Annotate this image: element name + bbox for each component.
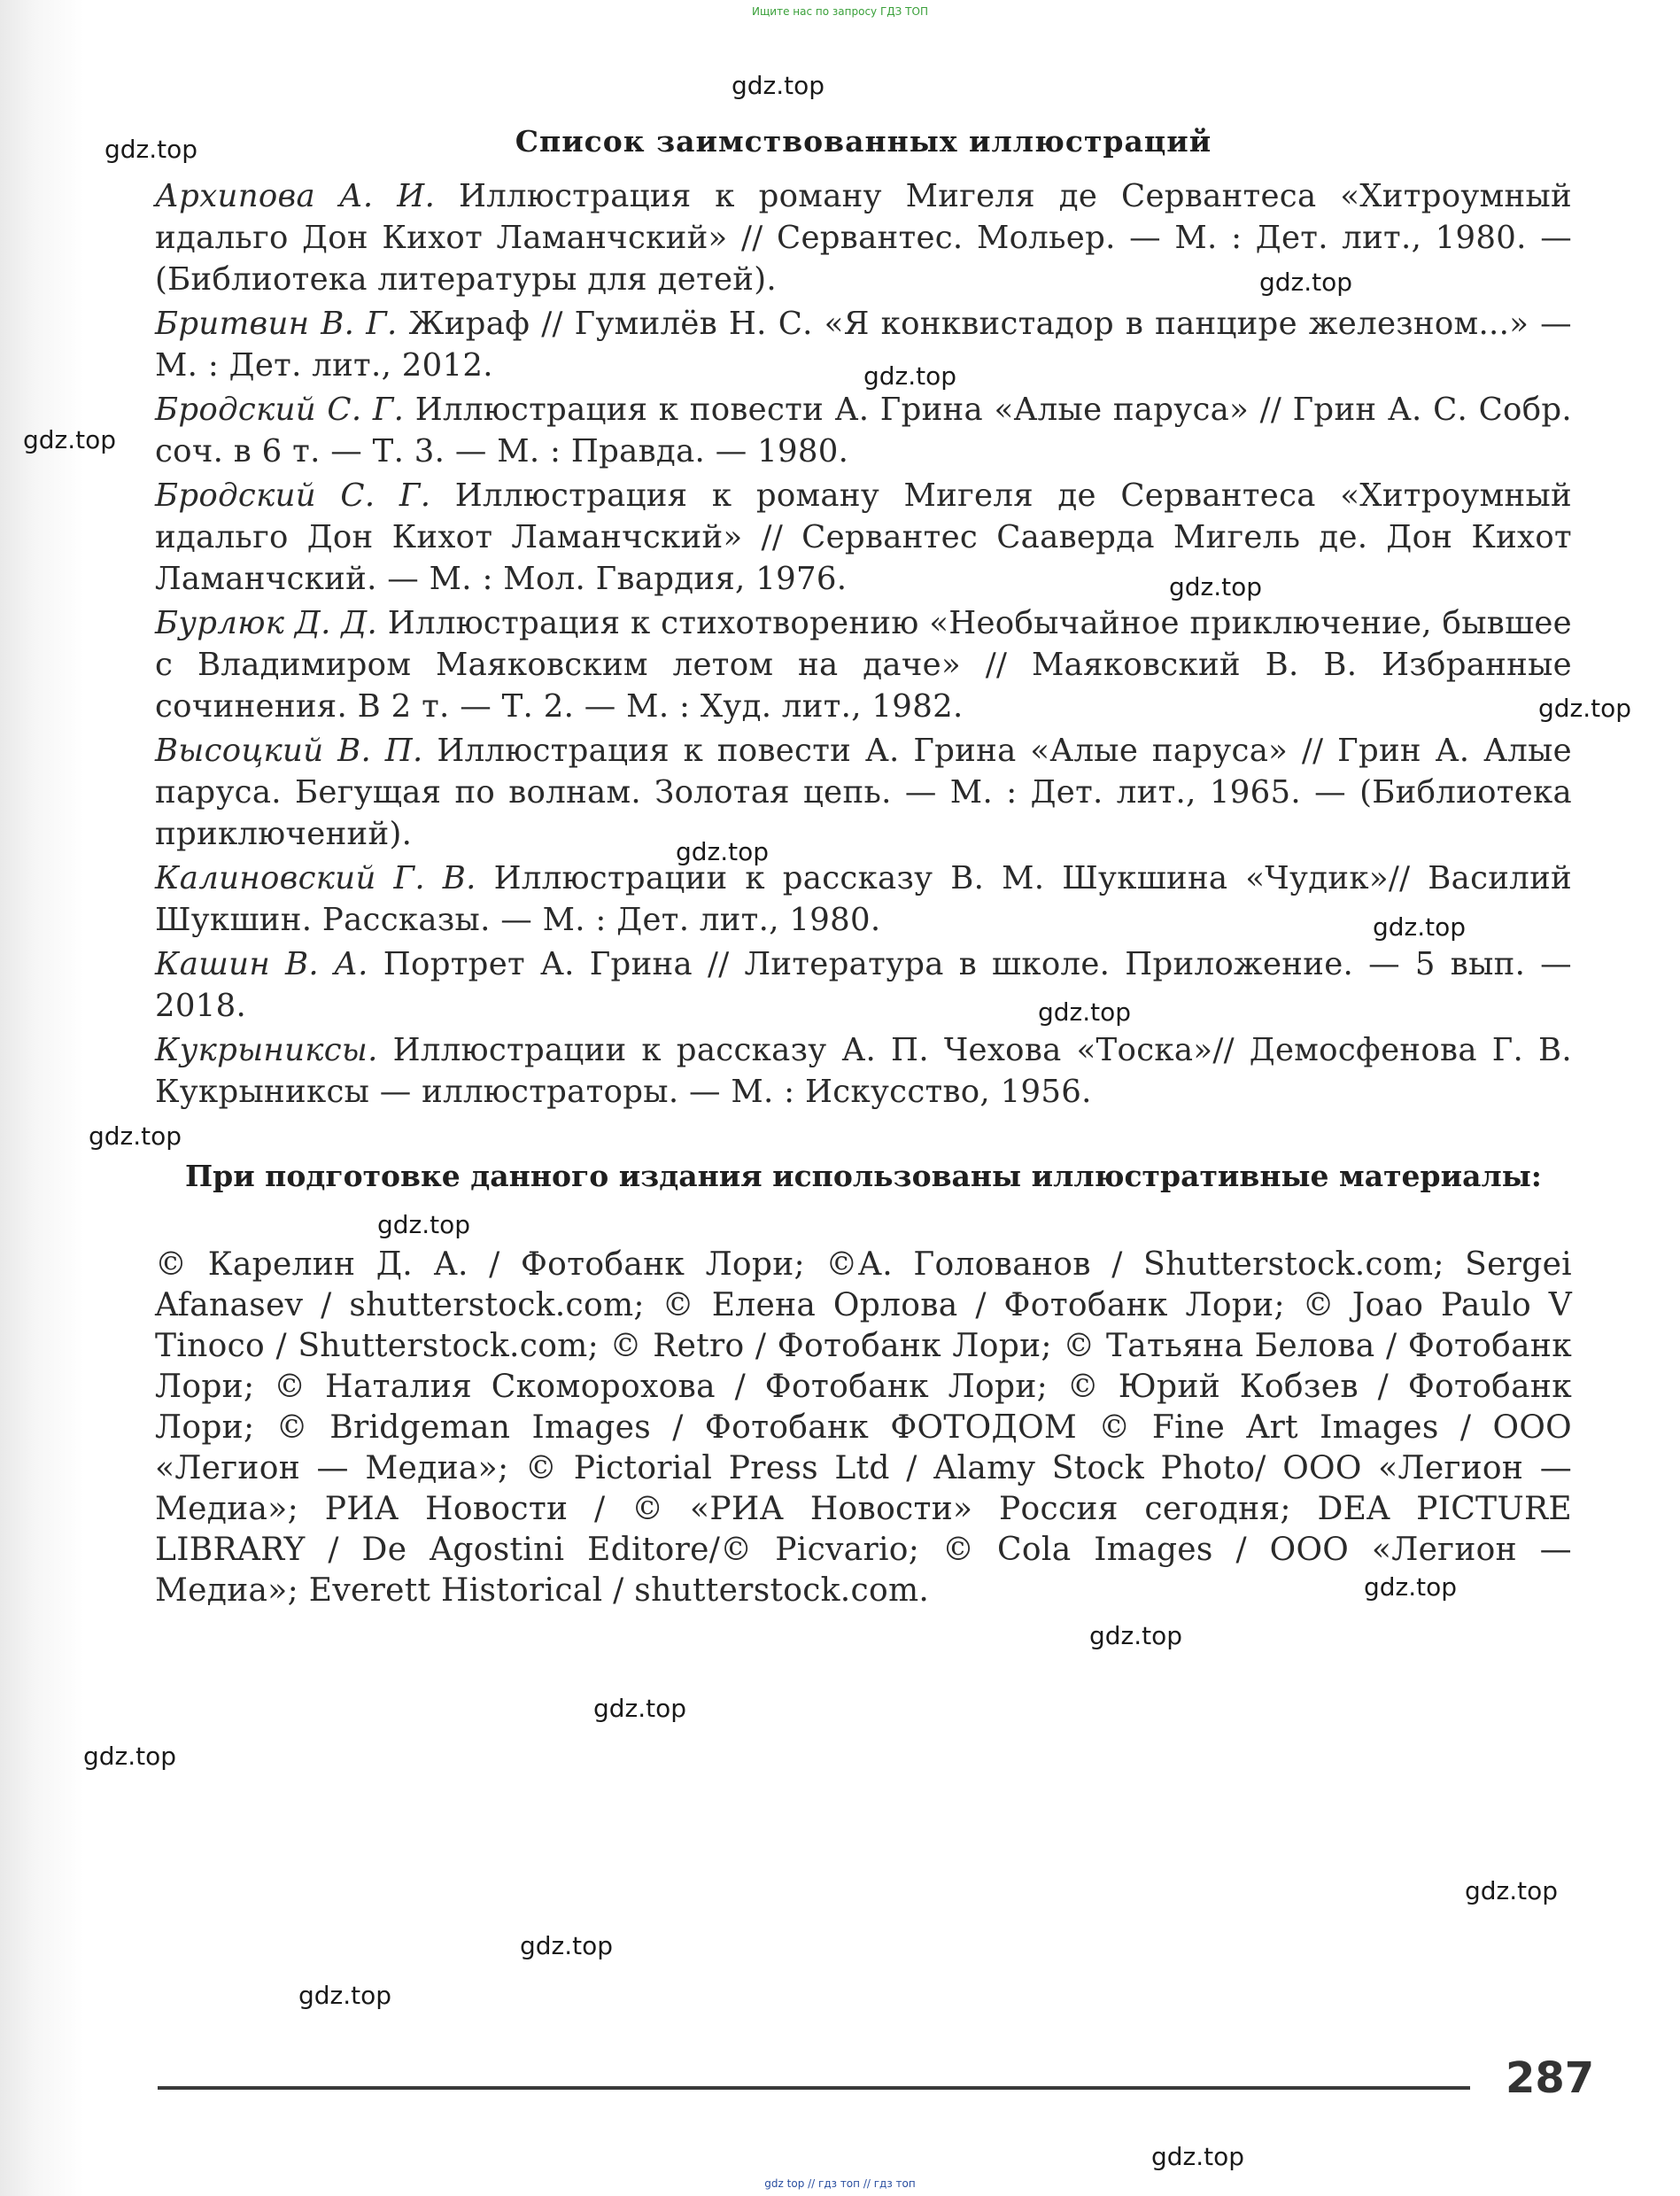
reference-author: Кашин В. А. [155, 946, 368, 982]
reference-list [155, 175, 1572, 1115]
watermark: gdz.top [105, 135, 198, 164]
page-number: 287 [1506, 2053, 1595, 2103]
reference-author: Бродский С. Г. [155, 392, 405, 428]
footer-rule [158, 2086, 1470, 2090]
reference-text: Жираф // Гумилёв Н. С. «Я конквистадор в панцире железном...» — М. : Дет. лит., 2012. [155, 306, 1572, 384]
reference-text: Иллюстрация к роману Мигеля де Сервантеса «Хитроумный идальго Дон Кихот Ламанчский» // Сервантес. Мольер. — М. : Дет. лит., 1980. — (Библиотека литературы для детей). [155, 178, 1572, 298]
watermark: gdz.top [1089, 1621, 1183, 1650]
watermark: gdz.top [1038, 997, 1132, 1027]
reference-author: Архипова А. И. [155, 178, 436, 214]
watermark: gdz.top [23, 425, 117, 454]
watermark: gdz.top [676, 837, 770, 866]
watermark: gdz.top [863, 361, 957, 391]
reference-item [155, 175, 1572, 300]
reference-author: Бурлюк Д. Д. [155, 605, 378, 641]
reference-item [155, 857, 1572, 941]
watermark: gdz.top [83, 1742, 177, 1771]
watermark: gdz.top [1169, 572, 1263, 601]
reference-item [155, 730, 1572, 855]
watermark: gdz.top [1364, 1572, 1458, 1602]
bottom-banner: gdz top // гдз топ // гдз топ [764, 2177, 916, 2190]
watermark: gdz.top [1465, 1876, 1559, 1905]
watermark: gdz.top [89, 1121, 182, 1151]
watermark: gdz.top [1538, 694, 1632, 723]
reference-text: Иллюстрации к рассказу В. М. Шукшина «Чудик»// Василий Шукшин. Рассказы. — М. : Дет. лит., 1980. [155, 860, 1573, 938]
reference-text: Иллюстрация к роману Мигеля де Сервантеса «Хитроумный идальго Дон Кихот Ламанчский» // Сервантес Сааверда Мигель де. Дон Кихот Ламанчский. — М. : Мол. Гвардия, 1976. [155, 477, 1573, 597]
top-banner: Ищите нас по запросу ГДЗ ТОП [752, 5, 928, 18]
reference-item [155, 389, 1572, 472]
reference-item [155, 1029, 1572, 1113]
reference-text: Иллюстрации к рассказу А. П. Чехова «Тоска»// Демосфенова Г. В. Кукрыниксы — иллюстраторы. — М. : Искусство, 1956. [155, 1032, 1572, 1110]
reference-text: Иллюстрация к повести А. Грина «Алые паруса» // Грин А. С. Собр. соч. в 6 т. — Т. 3. — М. : Правда. — 1980. [155, 392, 1573, 469]
watermark: gdz.top [298, 1981, 392, 2010]
reference-author: Бродский С. Г. [155, 477, 431, 514]
reference-text: Портрет А. Грина // Литература в школе. Приложение. — 5 вып. — 2018. [155, 946, 1572, 1024]
watermark: gdz.top [732, 71, 825, 100]
watermark: gdz.top [520, 1931, 614, 1960]
reference-author: Высоцкий В. П. [155, 733, 423, 769]
reference-text: Иллюстрация к повести А. Грина «Алые паруса» // Грин А. Алые паруса. Бегущая по волнам. Золотая цепь. — М. : Дет. лит., 1965. — (Библиотека приключений). [155, 733, 1572, 852]
credits-title: При подготовке данного издания использованы иллюстративные материалы: [184, 1159, 1542, 1193]
reference-author: Кукрыниксы. [155, 1032, 378, 1068]
reference-author: Бритвин В. Г. [155, 306, 398, 342]
watermark: gdz.top [1151, 2142, 1245, 2171]
reference-text: Иллюстрация к стихотворению «Необычайное приключение, бывшее с Владимиром Маяковским летом на даче» // Маяковский В. В. Избранные сочинения. В 2 т. — Т. 2. — М. : Худ. лит., 1982. [155, 605, 1572, 725]
watermark: gdz.top [593, 1694, 687, 1723]
watermark: gdz.top [1259, 268, 1353, 297]
reference-item [155, 602, 1572, 727]
credits-text: © Карелин Д. А. / Фотобанк Лори; ©А. Голованов / Shutterstock.com; Sergei Afanasev / shutterstock.com; © Елена Орлова / Фотобанк Лори; © Joao Paulo V Tinoco / Shutterstock.com; © Retro / Фотобанк Лори; © Татьяна Белова / Фотобанк Лори; © Наталия Скоморохова / Фотобанк Лори; © Юрий Кобзев / Фотобанк Лори; © Bridgeman Images / Фотобанк ФОТОДОМ © Fine Art Images / ООО «Легион — Медиа»; © Pictorial Press Ltd / Alamy Stock Photo/ ООО «Легион — Медиа»; РИА Новости / © «РИА Новости» Россия сегодня; DEA PICTURE LIBRARY / De Agostini Editore/© Picvario; © Cola Images / ООО «Легион — Медиа»; Everett Historical / shutterstock.com. [155, 1246, 1572, 1609]
watermark: gdz.top [377, 1210, 471, 1239]
watermark: gdz.top [1373, 912, 1467, 942]
reference-item [155, 475, 1572, 600]
reference-item [155, 943, 1572, 1027]
section-title: Список заимствованных иллюстраций [515, 124, 1212, 159]
reference-author: Калиновский Г. В. [155, 860, 476, 896]
